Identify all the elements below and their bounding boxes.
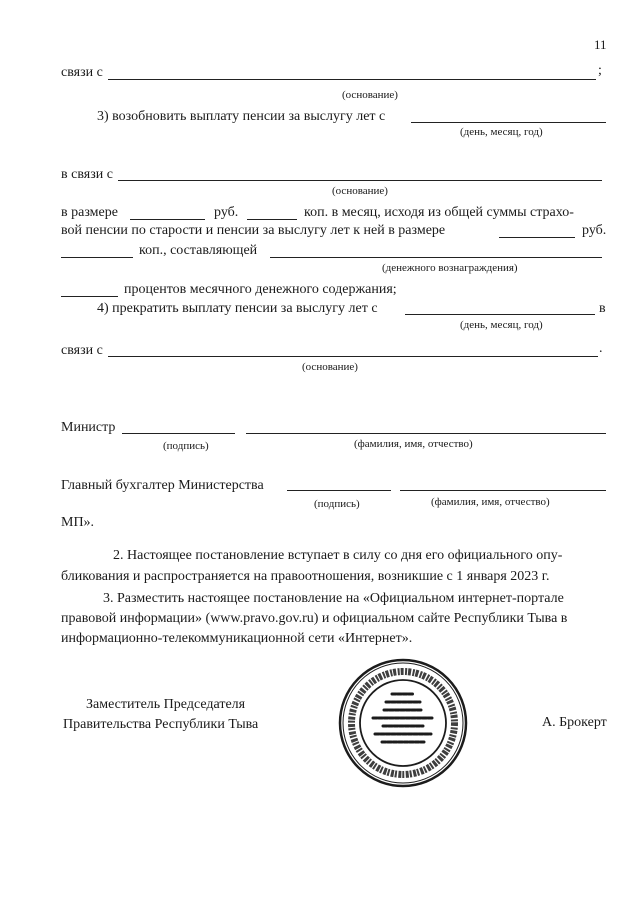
signer-name: А. Брокерт <box>542 715 607 730</box>
kop-composing-text: коп., составляющей <box>139 243 258 258</box>
end-semicolon: ; <box>598 63 602 78</box>
minister-signature-caption: (подпись) <box>163 440 209 452</box>
accountant-name-line <box>400 490 606 491</box>
item3-date-line <box>411 122 606 123</box>
total-kop-line <box>61 257 133 258</box>
paragraph-3-line-1: 3. Разместить настоящее постановление на «Официальном интернет-портале <box>103 591 564 606</box>
signer-position-line-2: Правительства Республики Тыва <box>63 717 259 732</box>
accountant-label: Главный бухгалтер Министерства <box>61 478 264 493</box>
percent-line <box>61 296 118 297</box>
reason-end-period: . <box>599 341 603 356</box>
item4-end: в <box>599 301 606 316</box>
amount-kop-line <box>247 219 297 220</box>
item3-text: 3) возобновить выплату пенсии за выслугу лет с <box>97 109 386 124</box>
reason-blank-line-1 <box>108 79 596 80</box>
minister-label: Министр <box>61 420 116 435</box>
minister-name-line <box>246 433 606 434</box>
item4-date-line <box>405 314 595 315</box>
accountant-name-caption: (фамилия, имя, отчество) <box>431 496 550 508</box>
stamp-graphic <box>337 657 469 789</box>
reason-prefix-2: в связи с <box>61 167 113 182</box>
item4-date-caption: (день, месяц, год) <box>460 319 543 331</box>
basis-caption-1: (основание) <box>342 89 398 101</box>
paragraph-2-line-1: 2. Настоящее постановление вступает в силу со дня его официального опу- <box>113 548 563 563</box>
item3-date-caption: (день, месяц, год) <box>460 126 543 138</box>
minister-name-caption: (фамилия, имя, отчество) <box>354 438 473 450</box>
total-rub-line <box>499 237 575 238</box>
item4-text: 4) прекратить выплату пенсии за выслугу лет с <box>97 301 378 316</box>
reason-prefix-1: связи с <box>61 65 103 80</box>
total-amount-text: вой пенсии по старости и пенсии за выслугу лет к ней в размере <box>61 223 446 238</box>
basis-caption-3: (основание) <box>302 361 358 373</box>
reason-blank-line-2 <box>118 180 602 181</box>
paragraph-3-line-3: информационно-телекоммуникационной сети «Интернет». <box>61 631 413 646</box>
accountant-signature-line <box>287 490 391 491</box>
paragraph-2-line-2: бликования и распространяется на правоотношения, возникшие с 1 января 2023 г. <box>61 569 550 584</box>
seal-place-mp: МП». <box>61 515 95 530</box>
reason-blank-line-3 <box>108 356 598 357</box>
salary-caption: (денежного вознаграждения) <box>382 262 518 274</box>
salary-line <box>270 257 602 258</box>
percent-text: процентов месячного денежного содержания; <box>124 282 397 297</box>
signer-position-line-1: Заместитель Председателя <box>86 697 246 712</box>
page-number: 11 <box>594 37 607 52</box>
minister-signature-line <box>122 433 235 434</box>
kop-text: коп. в месяц, исходя из общей суммы страхо- <box>304 205 574 220</box>
basis-caption-2: (основание) <box>332 185 388 197</box>
accountant-signature-caption: (подпись) <box>314 498 360 510</box>
official-stamp <box>337 657 469 789</box>
paragraph-3-line-2: правовой информации» (www.pravo.gov.ru) и официальном сайте Республики Тыва в <box>61 611 568 626</box>
reason-prefix-3: связи с <box>61 343 103 358</box>
rub-label-2: руб. <box>582 223 607 238</box>
rub-label-1: руб. <box>214 205 239 220</box>
amount-rub-line <box>130 219 205 220</box>
amount-start: в размере <box>61 205 118 220</box>
